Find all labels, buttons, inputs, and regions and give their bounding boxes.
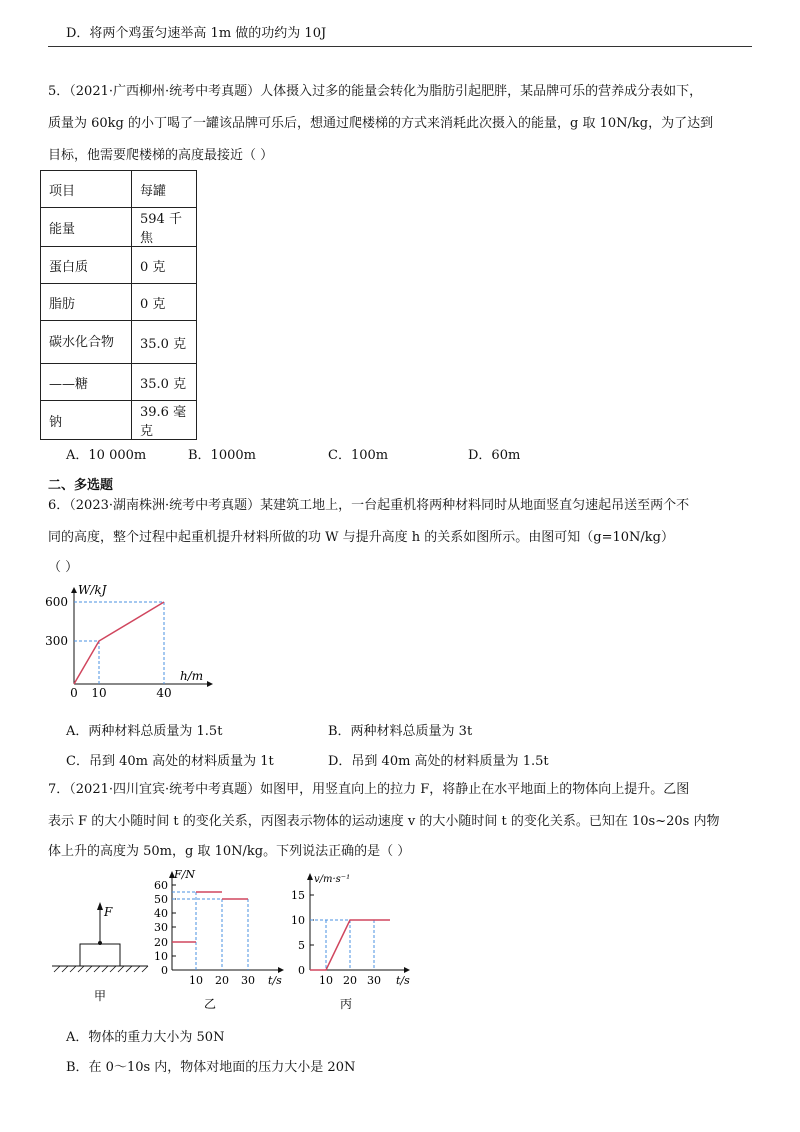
y-axis-label: W/kJ [78, 583, 107, 597]
q5-option-b: B．1000m [188, 448, 256, 463]
divider [48, 46, 752, 47]
q4-option-d: D．将两个鸡蛋匀速举高 1m 做的功约为 10J [66, 26, 327, 41]
q5-option-a: A．10 000m [66, 448, 147, 463]
y-axis-label: F/N [174, 868, 195, 881]
y-tick-label: 20 [154, 936, 168, 949]
q7-figure-bing [290, 868, 420, 1014]
caption-jia: 甲 [93, 989, 107, 1002]
force-label: F [104, 905, 113, 919]
table-row [41, 247, 197, 284]
q6-stem-line3: （ ） [48, 560, 79, 575]
y-axis-label: v/m·s⁻¹ [314, 874, 351, 885]
caption-yi: 乙 [203, 997, 217, 1011]
table-cell: 每罐 [132, 171, 197, 208]
table-row [41, 208, 197, 247]
table-cell: 钠 [41, 401, 132, 440]
ground-hatch [54, 966, 148, 972]
y-ticks [172, 885, 176, 956]
y-tick-label: 15 [291, 889, 305, 902]
q7-figure-yi [150, 868, 290, 1014]
caption-bing: 丙 [339, 997, 353, 1011]
table-cell: 蛋白质 [41, 247, 132, 284]
y-tick-label: 5 [298, 939, 305, 952]
x-tick-label: 20 [343, 974, 357, 987]
table-cell: 项目 [41, 171, 132, 208]
table-cell: 594 千焦 [132, 208, 197, 247]
q5-stem-line2: 质量为 60kg 的小丁喝了一罐该品牌可乐后，想通过爬楼梯的方式来消耗此次摄入的能量，g 取 10N/kg，为了达到 [48, 116, 714, 131]
x-tick-label: 20 [215, 974, 229, 987]
table-row [41, 171, 197, 208]
x-axis-label: h/m [180, 669, 204, 683]
q5-option-d: D．60m [468, 448, 521, 463]
y-tick-label: 30 [154, 921, 168, 934]
q6-stem-line1: 6．（2023·湖南株洲·统考中考真题）某建筑工地上，一台起重机将两种材料同时从地面竖直匀速起吊送至两个不 [48, 498, 690, 513]
y-tick-label: 40 [154, 907, 168, 920]
y-tick-label: 0 [298, 964, 305, 977]
q6-option-d: D．吊到 40m 高处的材料质量为 1.5t [328, 754, 549, 769]
q6-option-c: C．吊到 40m 高处的材料质量为 1t [66, 754, 274, 769]
x-tick-label: 10 [319, 974, 333, 987]
x-tick-label: 0 [70, 686, 78, 700]
q5-option-c: C．100m [328, 448, 389, 463]
block [80, 944, 120, 966]
q5-stem-line3: 目标，他需要爬楼梯的高度最接近（ ） [48, 148, 274, 163]
y-tick-label: 0 [161, 964, 168, 977]
y-tick-label: 50 [154, 893, 168, 906]
q6-work-height-graph [40, 580, 220, 700]
x-axis-label: t/s [396, 974, 410, 987]
x-tick-label: 10 [91, 686, 107, 700]
x-axis-arrow [404, 967, 410, 973]
table-row [41, 364, 197, 401]
y-tick-label: 10 [154, 950, 168, 963]
y-tick-label: 10 [291, 914, 305, 927]
q7-option-a: A．物体的重力大小为 50N [66, 1030, 225, 1045]
data-line [74, 602, 164, 684]
q7-option-b: B．在 0～10s 内，物体对地面的压力大小是 20N [66, 1060, 356, 1075]
nutrition-table [40, 170, 197, 440]
table-cell: ——糖 [41, 364, 132, 401]
table-cell: 0 克 [132, 284, 197, 321]
q7-figure-jia [44, 892, 154, 1002]
q7-stem-line2: 表示 F 的大小随时间 t 的变化关系，丙图表示物体的运动速度 v 的大小随时间 t 的变化关系。已知在 10s~20s 内物 [48, 814, 720, 829]
table-row [41, 401, 197, 440]
x-tick-label: 30 [241, 974, 255, 987]
y-tick-label: 600 [45, 595, 68, 609]
table-cell: 35.0 克 [132, 364, 197, 401]
x-axis-label: t/s [268, 974, 282, 987]
x-tick-label: 30 [367, 974, 381, 987]
x-tick-label: 10 [189, 974, 203, 987]
force-arrow-head [97, 902, 103, 910]
x-axis-arrow [278, 967, 284, 973]
q6-stem-line2: 同的高度，整个过程中起重机提升材料所做的功 W 与提升高度 h 的关系如图所示。由图可知（g=10N/kg） [48, 530, 674, 545]
table-row [41, 321, 197, 364]
table-cell: 0 克 [132, 247, 197, 284]
q6-option-a: A．两种材料总质量为 1.5t [66, 724, 223, 739]
y-axis-arrow [307, 873, 313, 880]
q6-option-b: B．两种材料总质量为 3t [328, 724, 473, 739]
table-row [41, 284, 197, 321]
table-cell: 碳水化合物 [41, 321, 132, 364]
x-tick-label: 40 [156, 686, 172, 700]
q7-stem-line1: 7．（2021·四川宜宾·统考中考真题）如图甲，用竖直向上的拉力 F，将静止在水平地面上的物体向上提升。乙图 [48, 782, 690, 797]
q7-stem-line3: 体上升的高度为 50m，g 取 10N/kg。下列说法正确的是（ ） [48, 844, 411, 859]
table-cell: 能量 [41, 208, 132, 247]
q5-stem-line1: 5．（2021·广西柳州·统考中考真题）人体摄入过多的能量会转化为脂肪引起肥胖，某品牌可乐的营养成分表如下， [48, 84, 703, 99]
y-tick-label: 300 [45, 634, 68, 648]
section-heading: 二、多选题 [48, 478, 114, 493]
table-cell: 脂肪 [41, 284, 132, 321]
y-tick-label: 60 [154, 879, 168, 892]
table-cell: 39.6 毫克 [132, 401, 197, 440]
table-cell: 35.0 克 [132, 321, 197, 364]
